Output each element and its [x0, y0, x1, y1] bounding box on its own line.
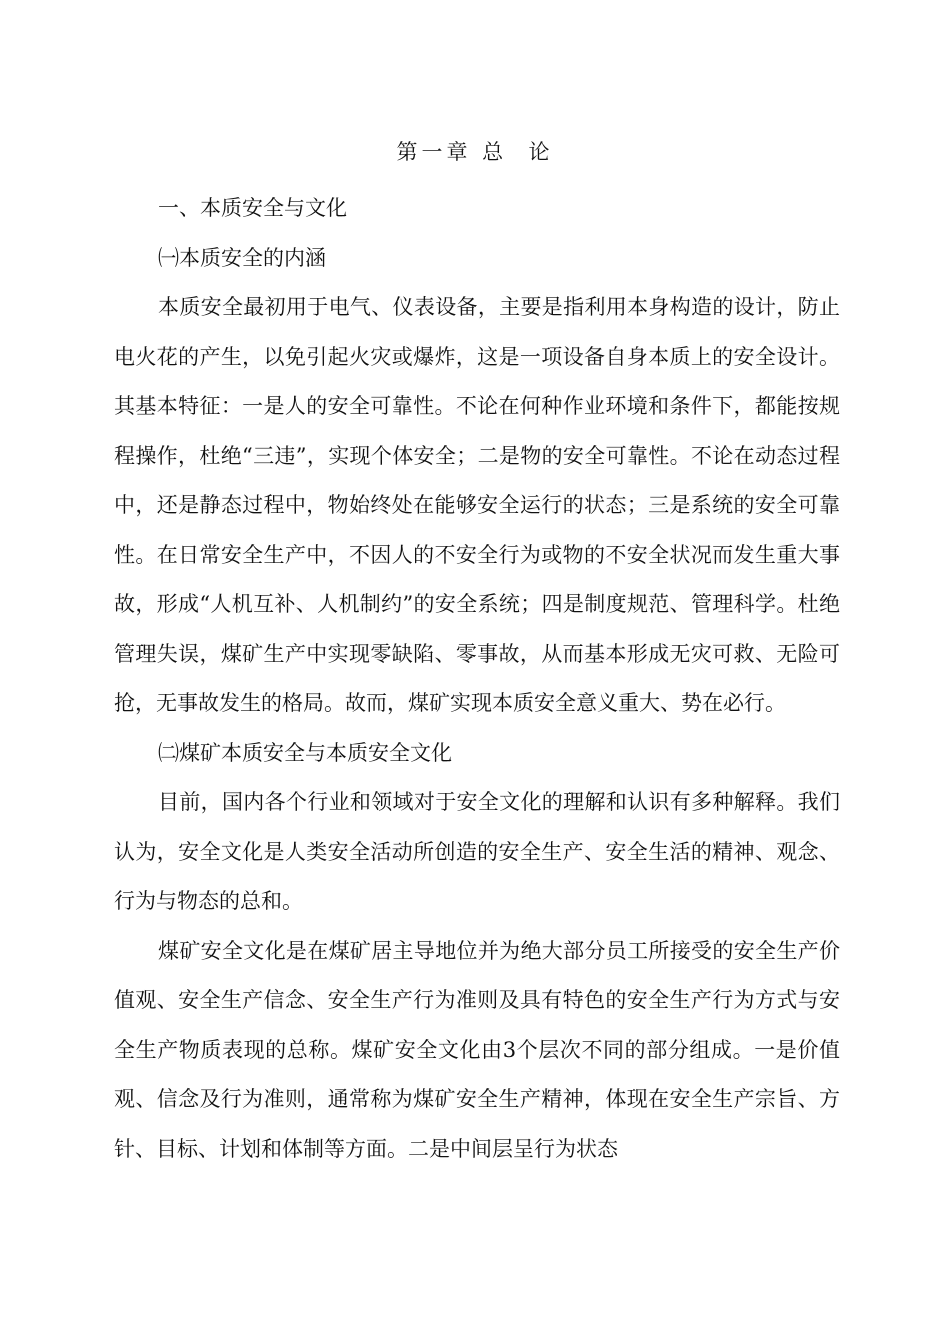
section-heading: 一、本质安全与文化: [158, 196, 347, 220]
subsection-heading-2: ㈡煤矿本质安全与本质安全文化: [158, 740, 452, 765]
paragraph-2: 目前，国内各个行业和领域对于安全文化的理解和认识有多种解释。我们认为，安全文化是人类安全活动所创造的安全生产、安全生活的精神、观念、行为与物态的总和。: [114, 790, 840, 913]
paragraph-1: 本质安全最初用于电气、仪表设备，主要是指利用本身构造的设计，防止电火花的产生，以免引起火灾或爆炸，这是一项设备自身本质上的安全设计。其基本特征：一是人的安全可靠性。不论在何种作业环境和条件下，都能按规程操作，杜绝“三违”，实现个体安全；二是物的安全可靠性。不论在动态过程中，还是静态过程中，物始终处在能够安全运行的状态；三是系统的安全可靠性。在日常安全生产中，不因人的不安全行为或物的不安全状况而发生重大事故，形成“人机互补、人机制约”的安全系统；四是制度规范、管理科学。杜绝管理失误，煤矿生产中实现零缺陷、零事故，从而基本形成无灾可救、无险可抢，无事故发生的格局。故而，煤矿实现本质安全意义重大、势在必行。: [114, 295, 840, 715]
paragraph-3: 煤矿安全文化是在煤矿居主导地位并为绝大部分员工所接受的安全生产价值观、安全生产信念、安全生产行为准则及具有特色的安全生产行为方式与安全生产物质表现的总称。煤矿安全文化由3个层次不同的部分组成。一是价值观、信念及行为准则，通常称为煤矿安全生产精神，体现在安全生产宗旨、方针、目标、计划和体制等方面。二是中间层呈行为状态: [114, 938, 840, 1161]
chapter-title: 第一章 总 论: [396, 140, 554, 164]
document-body: [114, 184, 840, 1174]
subsection-heading-1: ㈠本质安全的内涵: [158, 245, 326, 270]
